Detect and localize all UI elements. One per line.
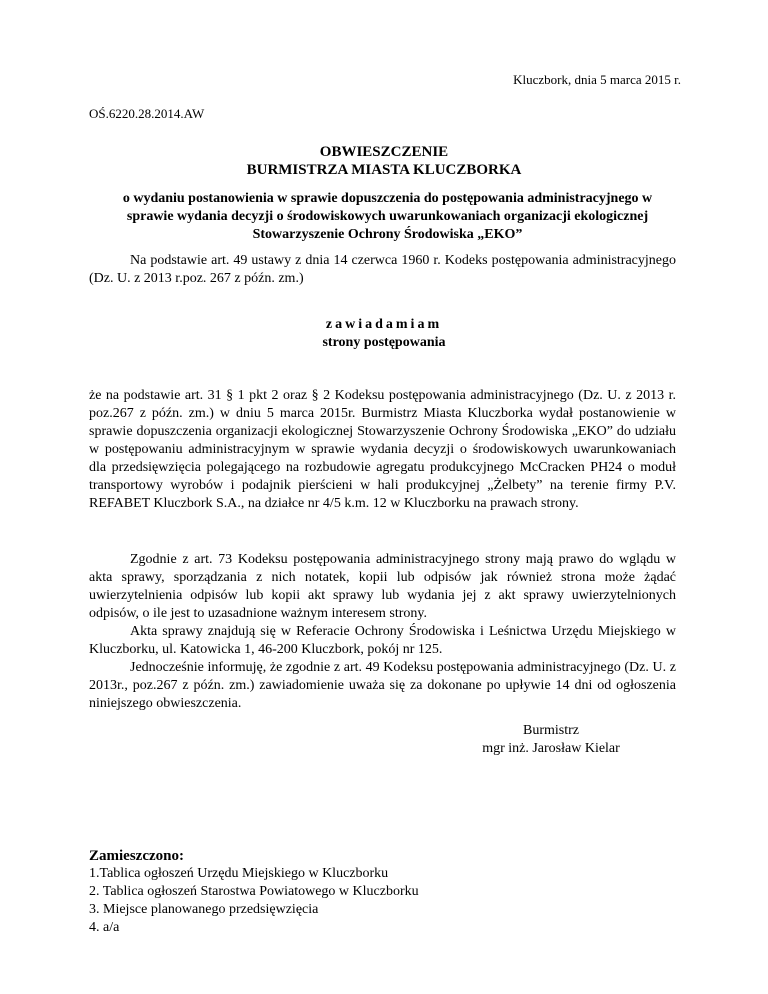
posted-item: 2. Tablica ogłoszeń Starostwa Powiatowego w Kluczborku: [89, 884, 419, 899]
posted-item: 3. Miejsce planowanego przedsięwzięcia: [89, 902, 319, 917]
body-section: [89, 551, 676, 713]
issuer-title: BURMISTRZA MIASTA KLUCZBORKA: [246, 162, 522, 178]
posted-list: [89, 865, 419, 937]
body-p3-text: Akta sprawy znajdują się w Referacie Ochrony Środowiska i Leśnictwa Urzędu Miejskiego w Kluczborku, ul. Katowicka 1, 46-200 Kluczbork, pokój nr 125.: [89, 624, 676, 657]
posted-heading: Zamieszczono:: [89, 848, 184, 864]
body-p1-text: że na podstawie art. 31 § 1 pkt 2 oraz § 2 Kodeksu postępowania administracyjnego (Dz. U. z 2013 r. poz.267 z późn. zm.) w dniu 5 marca 2015r. Burmistrz Miasta Kluczborka wydał postanowienie w sprawie dopuszczenia organizacji ekologicznej Stowarzyszenie Ochrony Środowiska „EKO” do udziału w postępowaniu administracyjnym w sprawie wydania decyzji o środowiskowych uwarunkowaniach dla przedsięwzięcia polegającego na rozbudowie agregatu produkcyjnego McCracken PH24 o moduł transportowy wyrobów i podajnik pierścieni w hali produkcyjnej „Żelbety” na terenie firmy P.V. REFABET Kluczbork S.A., na działce nr 4/5 k.m. 12 w Kluczborku na prawach strony.: [89, 388, 676, 511]
legal-basis-text: Na podstawie art. 49 ustawy z dnia 14 czerwca 1960 r. Kodeks postępowania administracyjnego (Dz. U. z 2013 r.poz. 267 z późn. zm.): [89, 253, 676, 286]
body-p2-text: Zgodnie z art. 73 Kodeksu postępowania administracyjnego strony mają prawo do wglądu w akta sprawy, sporządzania z nich notatek, kopii lub odpisów jak również strona może żądać uwierzytelnienia odpisów lub kopii akt sprawy lub wydania jej z akt sprawy uwierzytelnionych odpisów, o ile jest to uzasadnione ważnym interesem strony.: [89, 552, 676, 621]
body-p4-text: Jednocześnie informuję, że zgodnie z art. 49 Kodeksu postępowania administracyjnego (Dz. U. z 2013r., poz.267 z późn. zm.) zawiadomienie uważa się za dokonane po upływie 14 dni od ogłoszenia niniejszego obwieszczenia.: [89, 660, 676, 711]
signature-name: mgr inż. Jarosław Kielar: [482, 741, 620, 756]
document-title: OBWIESZCZENIE: [319, 144, 449, 160]
notify-word: zawiadamiam: [325, 317, 443, 332]
posted-item: 4. a/a: [89, 920, 120, 935]
notify-parties: strony postępowania: [322, 335, 446, 350]
reference-number: OŚ.6220.28.2014.AW: [89, 106, 205, 121]
legal-basis: [89, 252, 676, 288]
subject: o wydaniu postanowienia w sprawie dopuszczenia do postępowania administracyjnego w sprawie wydania decyzji o środowiskowych uwarunkowaniach organizacji ekologicznej Stowarzyszenie Ochrony Środowiska „EKO”: [122, 191, 653, 242]
place-date: Kluczbork, dnia 5 marca 2015 r.: [513, 72, 681, 87]
posted-item: 1.Tablica ogłoszeń Urzędu Miejskiego w Kluczborku: [89, 866, 389, 881]
signature-role: Burmistrz: [523, 723, 579, 738]
body-paragraph-1: [89, 387, 676, 513]
